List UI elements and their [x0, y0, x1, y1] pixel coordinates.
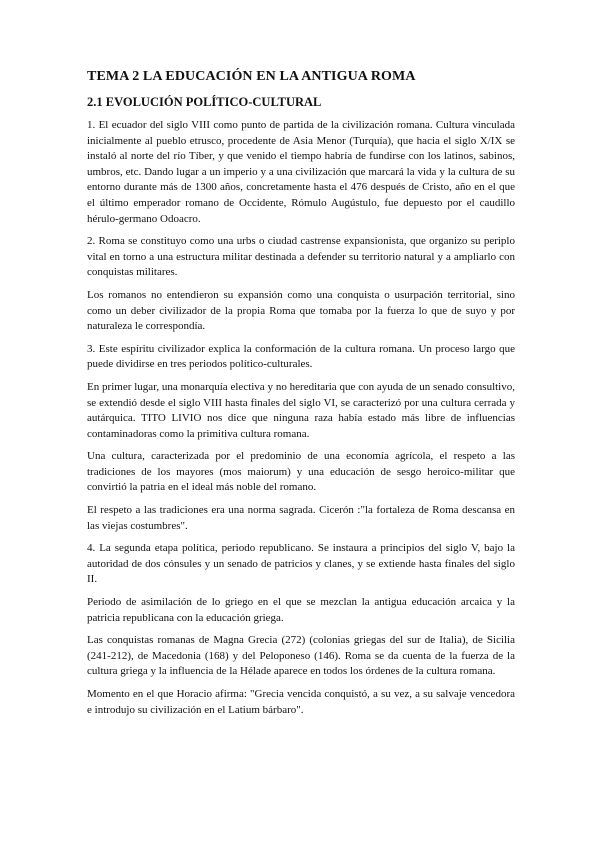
- section-heading: 2.1 EVOLUCIÓN POLÍTICO-CULTURAL: [87, 95, 322, 109]
- document-body: [87, 68, 515, 718]
- paragraph-8: 4. La segunda etapa política, periodo republicano. Se instaura a principios del siglo V, bajo la autoridad de dos cónsules y un senado de patricios y clanes, y se extiende hasta finales del siglo II.: [87, 542, 515, 586]
- paragraph-4: 3. Este espíritu civilizador explica la conformación de la cultura romana. Un proceso largo que puede dividirse en tres periodos político-culturales.: [87, 342, 515, 371]
- paragraph-6: Una cultura, caracterizada por el predominio de una economía agrícola, el respeto a las tradiciones de los mayores (mos maiorum) y una educación de sesgo heroico-militar que convirtió la patria en el ideal más noble del romano.: [87, 450, 515, 494]
- document-title: TEMA 2 LA EDUCACIÓN EN LA ANTIGUA ROMA: [87, 69, 416, 84]
- paragraph-7: El respeto a las tradiciones era una norma sagrada. Cicerón :"la fortaleza de Roma descansa en las viejas costumbres".: [87, 504, 515, 532]
- paragraph-11: Momento en el que Horacio afirma: "Grecia vencida conquistó, a su vez, a su salvaje vencedora e introdujo su civilización en el Latium bárbaro".: [87, 688, 515, 716]
- paragraph-2: 2. Roma se constituyo como una urbs o ciudad castrense expansionista, que organizo su periplo vital en torno a una estructura militar destinada a defender su territorio natural y a ampliarlo con conquistas militares.: [87, 235, 515, 279]
- paragraph-5: En primer lugar, una monarquía electiva y no hereditaria que con ayuda de un senado consultivo, se extendió desde el siglo VIII hasta finales del siglo VI, se caracterizó por una cultura cerrada y autárquica. TITO LIVIO nos dice que ninguna raza había estado más libre de influencias contaminadoras como la primitiva cultura romana.: [87, 380, 515, 440]
- paragraph-1: 1. El ecuador del siglo VIII como punto de partida de la civilización romana. Cultura vinculada inicialmente al pueblo etrusco, procedente de Asia Menor (Turquía), que hacia el siglo X/IX se instaló al norte del río Tíber, y que venido el tiempo habría de fundirse con los latinos, sabinos, umbros, etc. Dando lugar a un imperio y a una civilización que marcará la vida y la cultura de su entorno durante más de 1300 años, concretamente hasta el 476 después de Cristo, año en el que el último emperador romano de Occidente, Rómulo Augústulo, fue depuesto por el caudillo hérulo-germano Odoacro.: [87, 119, 515, 225]
- paragraph-10: Las conquistas romanas de Magna Grecia (272) (colonias griegas del sur de Italia), de Sicilia (241-212), de Macedonia (168) y del Peloponeso (146). Roma se da cuenta de la fuerza de la cultura griega y la influencia de la Hélade aparece en todos los órdenes de la cultura romana.: [87, 634, 515, 678]
- paragraph-3: Los romanos no entendieron su expansión como una conquista o usurpación territorial, sino como un deber civilizador de la propia Roma que tomaba por la fuerza lo que de suyo y por naturaleza le correspondía.: [87, 288, 515, 333]
- paragraph-9: Periodo de asimilación de lo griego en el que se mezclan la antigua educación arcaica y la patricia republicana con la educación griega.: [87, 596, 515, 624]
